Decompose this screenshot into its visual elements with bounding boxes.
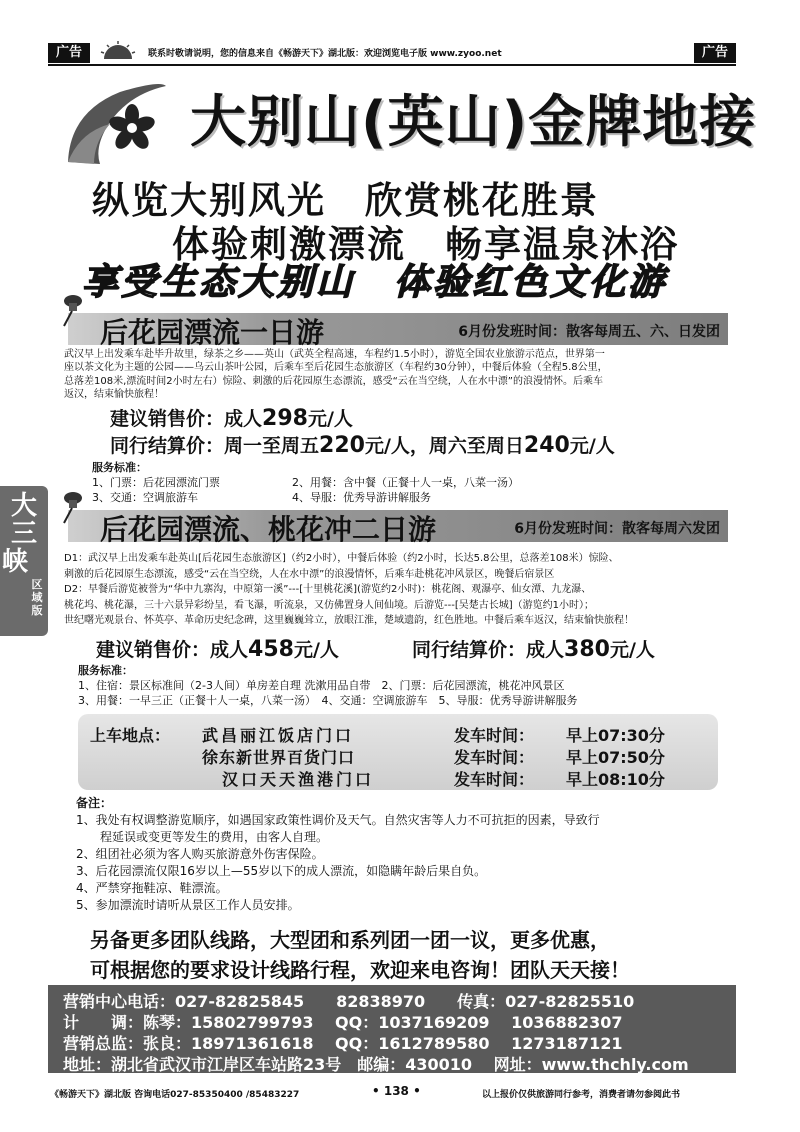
contact-row: 营销总监：张良：18971361618 QQ：1612789580 1273187121: [63, 1034, 623, 1053]
pushpin-icon: [58, 293, 84, 327]
contact-block: [48, 985, 736, 1073]
tour1-desc-line: 武汉早上出发乘车赴毕升故里，绿茶之乡——英山（武英全程高速，车程约1.5小时），游览全国农业旅游示范点，世界第一: [64, 349, 605, 360]
tour2-service-item: 1、住宿：景区标准间（2-3人间）单房差自理 洗漱用品自带 2、门票：后花园漂流，桃花冲风景区: [78, 679, 565, 692]
tour2-price-label: 建议销售价：成人: [96, 639, 249, 661]
side-tab-char: 峡: [1, 547, 28, 577]
tour1-trade-mid: 元/人，周六至周日: [364, 435, 524, 457]
tour1-suggested-price: [110, 404, 353, 431]
tour2-trade-price: [412, 635, 655, 662]
tour1-service-item: 4、导服：优秀导游讲解服务: [292, 491, 431, 504]
tour1-trade-weekend: 240: [523, 433, 570, 458]
tour2-desc-line: 桃花坞、桃花瀑，三十六景异彩纷呈，看飞瀑，听流泉，又仿佛置身人间仙境。后游览---[吴楚古长城]（游览约1小时）；: [64, 599, 594, 611]
tour2-desc-line: D2：早餐后游览被誉为“华中九寨沟，中原第一溪”---[十里桃花溪](游览约2小时)：桃花阁、观瀑亭、仙女潭、九龙瀑、: [64, 584, 592, 596]
promo-line-2: 可根据您的要求设计线路行程，欢迎来电咨询！团队天天接！: [90, 958, 630, 982]
boarding-place: 徐东新世界百货门口: [202, 748, 356, 767]
page-number: • 138 •: [372, 1084, 421, 1098]
tour1-trade-price: [110, 431, 615, 458]
tour2-suggested-price: [96, 635, 339, 662]
notes-line: 2、组团社必须为客人购买旅游意外伤害保险。: [76, 847, 324, 861]
departure-time-label: 发车时间：: [454, 726, 535, 745]
tour1-title: 后花园漂流一日游: [100, 316, 325, 349]
footer-disclaimer: 以上报价仅供旅游同行参考，消费者请勿参阅此书: [482, 1090, 681, 1100]
slogan-line-1: 纵览大别风光 欣赏桃花胜景: [92, 178, 599, 222]
tour1-desc-line: 总落差108米,漂流时间2小时左右）惊险、刺激的后花园原生态漂流，感受“云在当空绕，人在水中漂”的浪漫情怀。后乘车: [64, 375, 603, 387]
tour2-service-item: 3、用餐：一早三正（正餐十人一桌，八菜一汤） 4、交通：空调旅游车 5、导服：优秀导游讲解服务: [78, 694, 578, 707]
side-tab-edition: 区域版: [31, 578, 43, 617]
tour2-price-value: 458: [248, 637, 294, 662]
tour2-price-unit: 元/人: [293, 639, 339, 661]
notes-line: 程延误或变更等发生的费用，由客人自理。: [76, 830, 329, 844]
tour1-price-unit: 元/人: [307, 408, 353, 430]
tour2-header: [68, 510, 728, 546]
tour2-trade-unit: 元/人: [609, 639, 655, 661]
boarding-label: 上车地点：: [90, 726, 171, 745]
ad-label-left: 广告: [48, 43, 90, 63]
tour2-schedule: 6月份发班时间：散客每周六发团: [514, 521, 720, 537]
ad-label-right: 广告: [694, 43, 736, 63]
tour1-service-item: 2、用餐：含中餐（正餐十人一桌，八菜一汤）: [292, 476, 519, 489]
tour2-description: [64, 551, 634, 629]
tour1-price-label: 建议销售价：成人: [110, 408, 263, 430]
tour1-service-item: 3、交通：空调旅游车: [92, 491, 198, 504]
notes-line: 5、参加漂流时请听从景区工作人员安排。: [76, 898, 300, 912]
header-notice: 联系时敬请说明，您的信息来自《畅游天下》湖北版：欢迎浏览电子版 www.zyoo.net: [148, 49, 502, 59]
tour1-trade-label: 同行结算价：周一至周五: [110, 435, 320, 457]
pushpin-icon: [58, 490, 84, 524]
tour1-schedule: 6月份发班时间：散客每周五、六、日发团: [458, 324, 720, 340]
tour2-trade-value: 380: [564, 637, 610, 662]
notes-line: 1、我处有权调整游览顺序，如遇国家政策性调价及天气。自然灾害等人力不可抗拒的因素，导致行: [76, 813, 600, 827]
tour2-title: 后花园漂流、桃花冲二日游: [100, 513, 437, 546]
boarding-place: 武昌丽江饭店门口: [202, 726, 355, 745]
tour2-desc-line: 世纪曙光观景台、怀英亭、革命历史纪念碑，这里巍巍耸立，放眼江淮，楚域遗韵，红色胜地。中餐后乘车返汉，结束愉快旅程！: [64, 615, 634, 627]
tour1-services: [92, 460, 519, 505]
tour1-trade-weekday: 220: [319, 433, 365, 458]
tour2-services: [78, 663, 578, 708]
contact-row: 计 调：陈琴：15802799793 QQ：1037169209 1036882307: [63, 1013, 623, 1032]
boarding-place: 汉口天天渔港门口: [222, 770, 375, 789]
tour1-header: [68, 313, 728, 349]
notes-title: 备注：: [76, 796, 113, 810]
tour1-service-title: 服务标准：: [92, 461, 147, 474]
tour1-trade-unit: 元/人: [569, 435, 615, 457]
contact-row: 地址：湖北省武汉市江岸区车站路23号 邮编：430010 网址：www.thchly.com: [63, 1055, 689, 1074]
tour1-desc-line: 返汉，结束愉快旅程！: [64, 388, 164, 400]
tour2-desc-line: 刺激的后花园原生态漂流，感受“云在当空绕，人在水中漂”的浪漫情怀，后乘车赴桃花冲风景区，晚餐后宿景区: [64, 568, 555, 580]
footer-publication: 《畅游天下》湖北版 咨询电话027-85350400 /85483227: [50, 1090, 300, 1100]
slogan-line-3: 享受生态大别山 体验红色文化游: [82, 262, 668, 303]
departure-time-label: 发车时间：: [454, 770, 535, 789]
side-tab-char: 大: [10, 491, 37, 521]
tour1-description: [64, 348, 608, 401]
sun-logo-icon: [98, 39, 138, 63]
departure-time: 早上07:30分: [566, 726, 665, 745]
slogan-line-2: 体验刺激漂流 畅享温泉沐浴: [172, 222, 679, 266]
agency-logo-icon: [60, 72, 170, 172]
region-side-tab: [0, 486, 48, 636]
tour2-trade-label: 同行结算价：成人: [412, 639, 565, 661]
tour2-desc-line: D1：武汉早上出发乘车赴英山[后花园生态旅游区]（约2小时），中餐后体验（约2小时，长达5.8公里，总落差108米）惊险、: [64, 553, 619, 564]
header-divider: [48, 64, 736, 66]
main-title: 大别山(英山)金牌地接: [190, 90, 757, 155]
departure-time-label: 发车时间：: [454, 748, 535, 767]
promo-line-1: 另备更多团队线路，大型团和系列团一团一议，更多优惠，: [90, 928, 610, 952]
notes-line: 3、后花园漂流仅限16岁以上—55岁以下的成人漂流，如隐瞒年龄后果自负。: [76, 864, 487, 878]
side-tab-char: 三: [10, 519, 37, 549]
notes-line: 4、严禁穿拖鞋凉、鞋漂流。: [76, 881, 228, 895]
departure-time: 早上08:10分: [566, 770, 665, 789]
tour1-desc-line: 座以茶文化为主题的公园——乌云山茶叶公园，后乘车至后花园生态旅游区（车程约30分钟），中餐后体验（全程5.8公里，: [64, 362, 608, 374]
boarding-board: [78, 714, 718, 790]
tour1-price-value: 298: [262, 406, 308, 431]
notes-section: [76, 795, 600, 914]
contact-row: 营销中心电话：027-82825845 82838970 传真：027-82825510: [63, 992, 635, 1011]
tour1-service-item: 1、门票：后花园漂流门票: [92, 476, 220, 489]
top-banner: [48, 43, 736, 65]
tour2-service-title: 服务标准：: [78, 664, 133, 677]
departure-time: 早上07:50分: [566, 748, 665, 767]
